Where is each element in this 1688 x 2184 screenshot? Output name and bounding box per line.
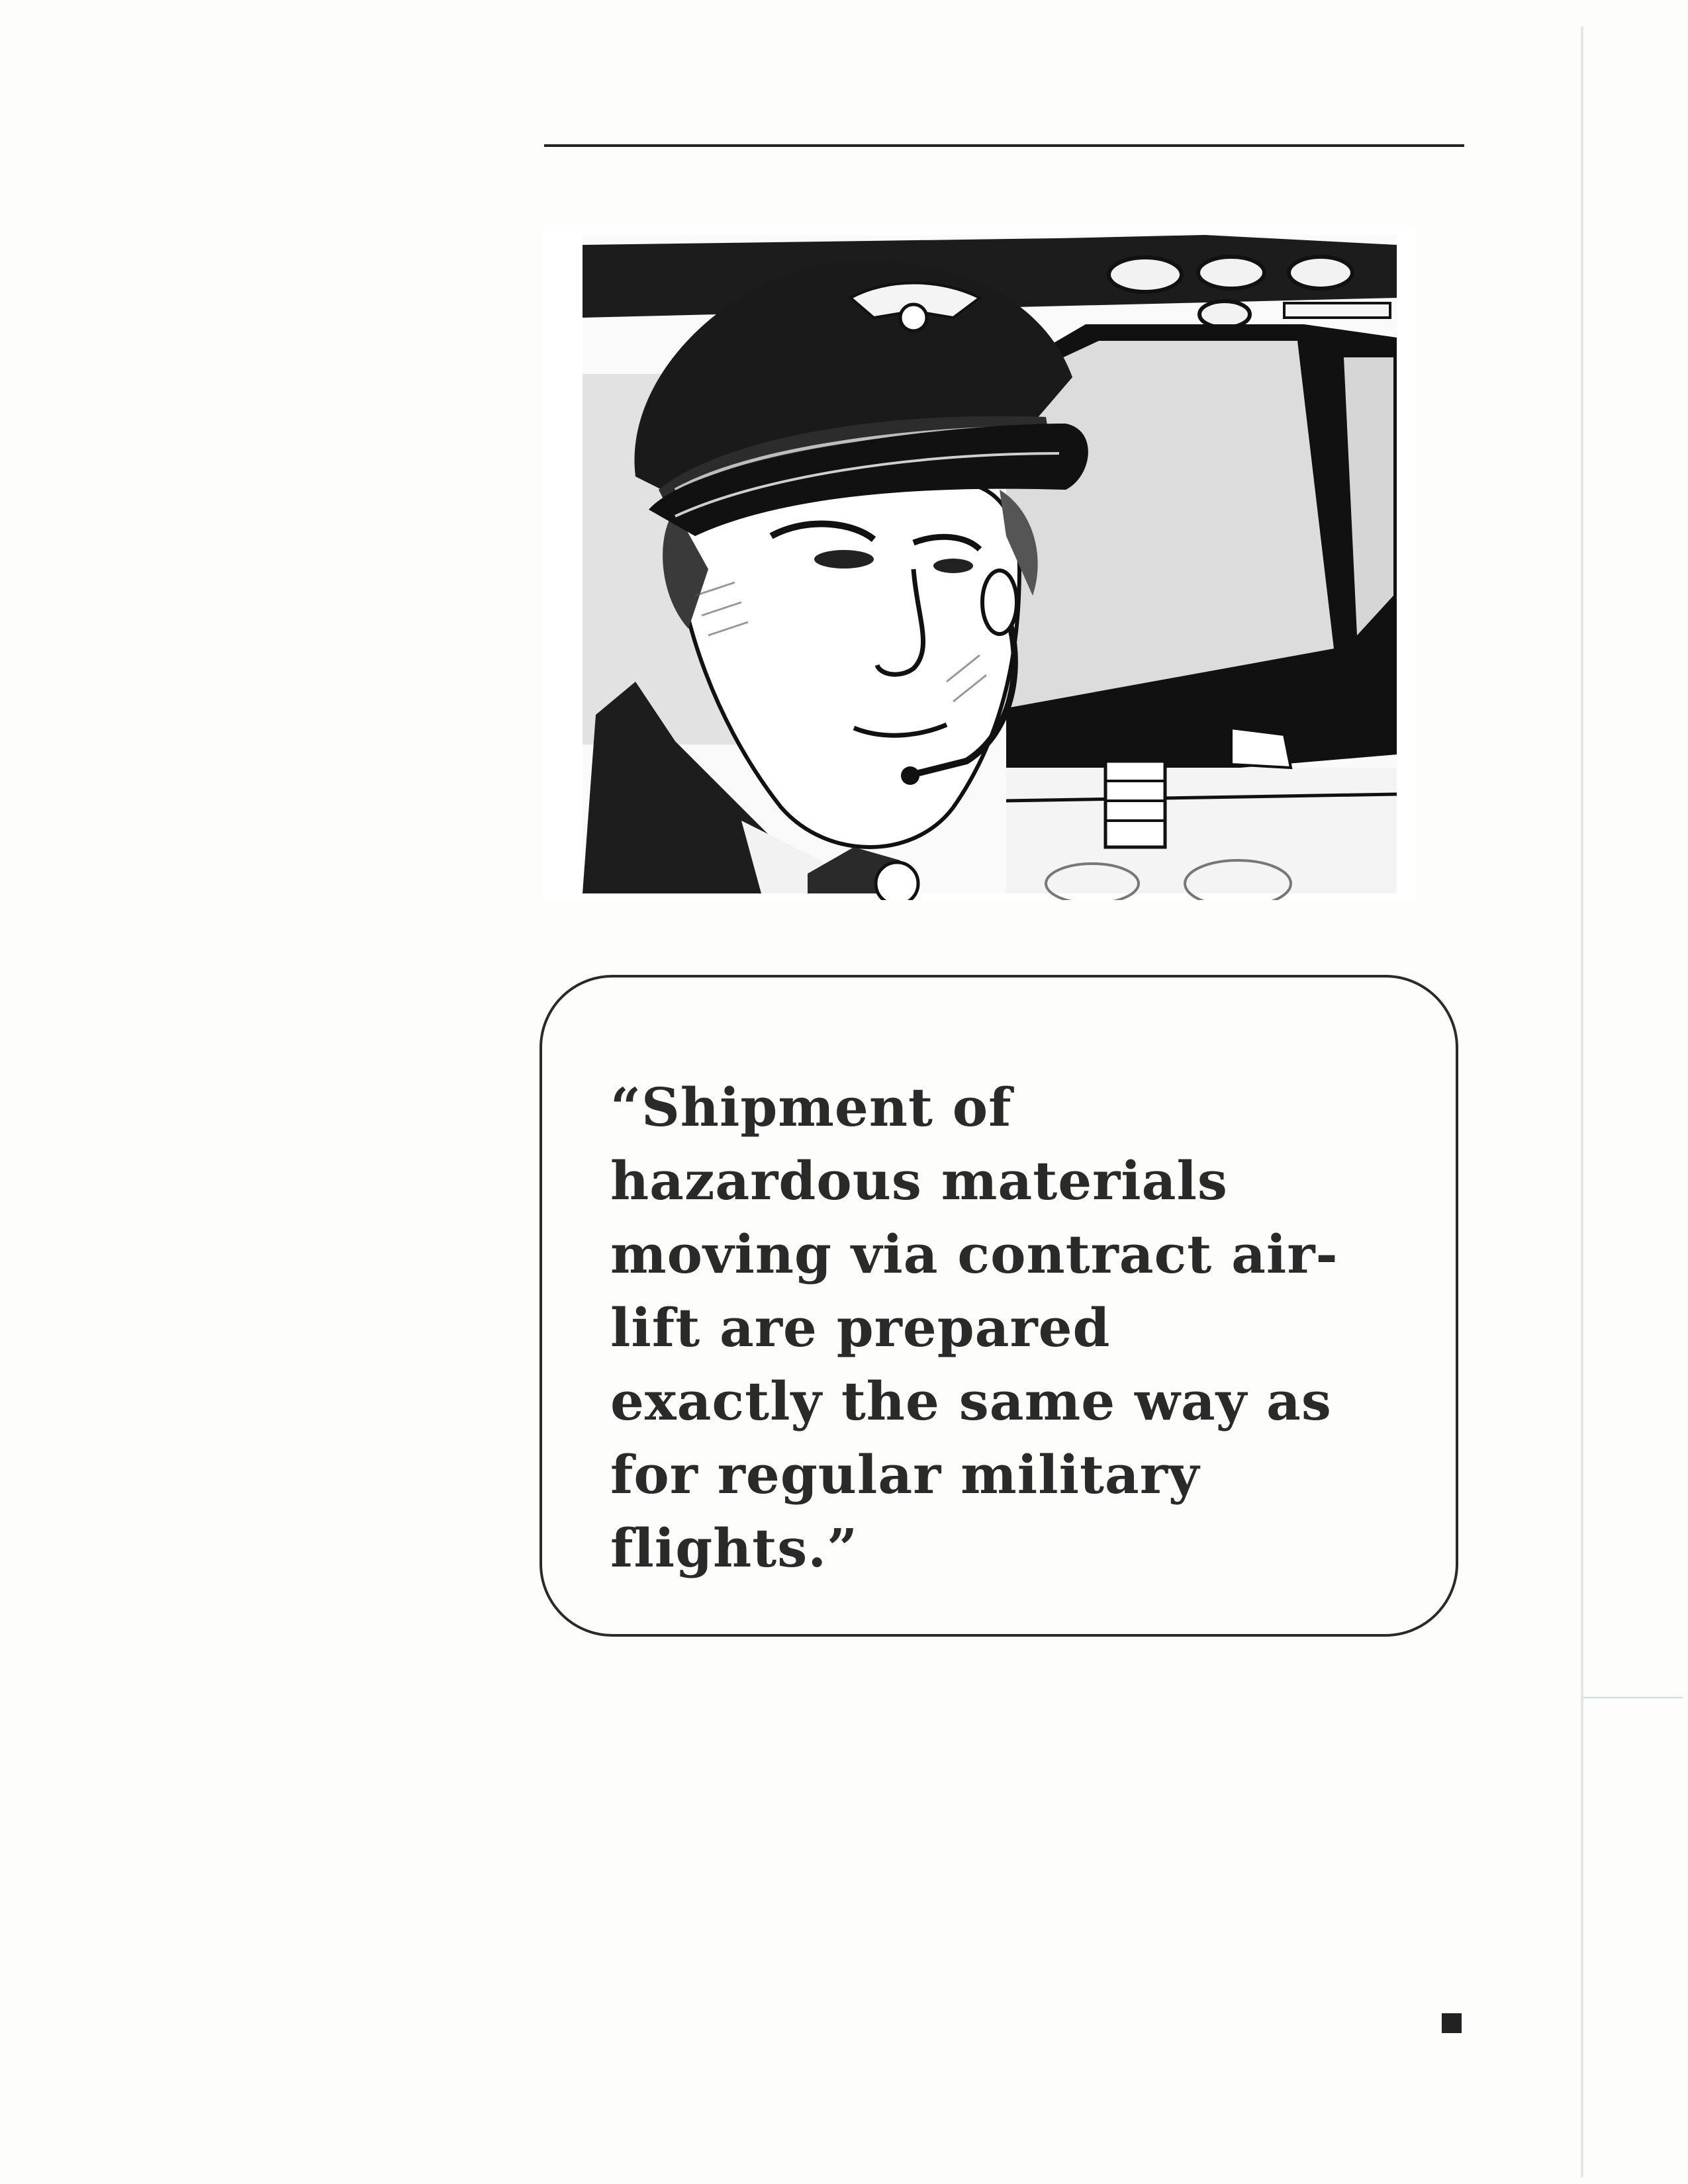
pilot-illustration <box>543 225 1417 900</box>
scan-edge-mark <box>1583 1697 1683 1698</box>
page-edge <box>1581 26 1583 2177</box>
end-of-article-mark <box>1442 2013 1462 2033</box>
top-rule <box>544 144 1464 147</box>
quote-text: “Shipment of hazardous materials moving via contract air- lift are prepared exactly the same way as for regular military flights.” <box>610 1076 1338 1579</box>
